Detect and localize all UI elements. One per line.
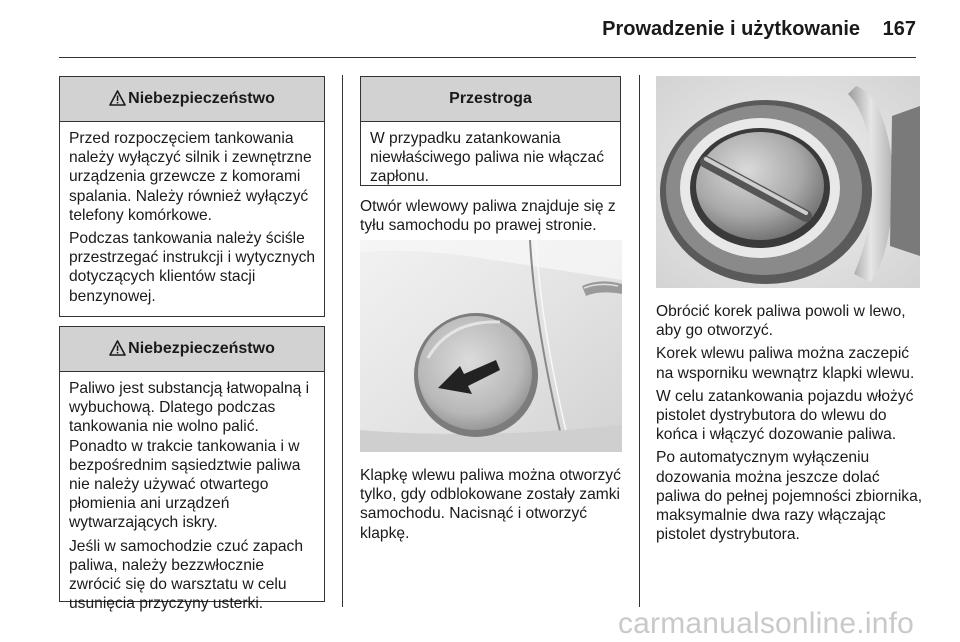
fuel-filler-location-text: Otwór wlewowy paliwa znajduje się z tyłu samochodu po prawej stronie. [360, 198, 616, 235]
fuel-flap-illustration [360, 240, 622, 452]
fuel-cap-instructions [656, 302, 926, 548]
caution-box [360, 76, 621, 186]
warning-triangle-icon [109, 80, 126, 124]
warning-box-title: Niebezpieczeństwo [128, 90, 275, 107]
watermark: carmanualsonline.info [617, 607, 914, 640]
instruction-paragraph: Korek wlewu paliwa można zaczepić na wsporniku wewnątrz klapki wlewu. [656, 345, 915, 382]
instruction-paragraph: Po automatycznym wyłączeniu dozowania można jeszcze dolać paliwa do pełnej pojemności zbiornika, maksymalnie dwa razy włączając pistolet dystrybutora. [656, 449, 923, 544]
instruction-paragraph: Obrócić korek paliwa powoli w lewo, aby go otworzyć. [656, 303, 906, 340]
caution-box-title: Przestroga [449, 90, 532, 107]
warning-box-title: Niebezpieczeństwo [128, 340, 275, 357]
column-divider-1 [342, 75, 343, 607]
warning-triangle-icon [109, 330, 126, 374]
page-number: 167 [882, 18, 916, 40]
warning-box-fuel-flammability [59, 326, 325, 613]
warning-paragraph: Jeśli w samochodzie czuć zapach paliwa, należy bezzwłocznie zwrócić się do warsztatu w celu usunięcia przyczyny usterki. [69, 537, 304, 613]
fuel-flap-opening-text: Klapkę wlewu paliwa można otworzyć tylko, gdy odblokowane zostały zamki samochodu. Nacisnąć i otworzyć klapkę. [360, 467, 621, 542]
warning-box-fuelling-preparation [59, 76, 325, 317]
header-divider [59, 57, 916, 58]
column-divider-2 [639, 75, 640, 607]
caution-box-header [361, 77, 620, 122]
warning-box-header [60, 77, 324, 122]
instruction-paragraph: W celu zatankowania pojazdu włożyć pistolet dystrybutora do wlewu do końca i włączyć dozowanie paliwa. [656, 387, 914, 444]
page-title: Prowadzenie i użytkowanie [602, 18, 860, 40]
warning-box-header [60, 327, 324, 372]
warning-paragraph: Podczas tankowania należy ściśle przestrzegać instrukcji i wytycznych dotyczących klientów stacji benzynowej. [69, 230, 316, 305]
warning-paragraph: Paliwo jest substancją łatwopalną i wybuchową. Dlatego podczas tankowania nie wolno palić. Ponadto w trakcie tankowania i w bezpośrednim sąsiedztwie paliwa nie należy używać otwartego płomienia ani urządzeń wytwarzających iskry. [69, 380, 310, 532]
caution-paragraph: W przypadku zatankowania niewłaściwego paliwa nie włączać zapłonu. [370, 130, 605, 186]
warning-paragraph: Przed rozpoczęciem tankowania należy wyłączyć silnik i zewnętrzne urządzenia grzewcze z komorami spalania. Należy również wyłączyć telefony komórkowe. [69, 130, 312, 224]
fuel-cap-illustration [656, 76, 920, 288]
